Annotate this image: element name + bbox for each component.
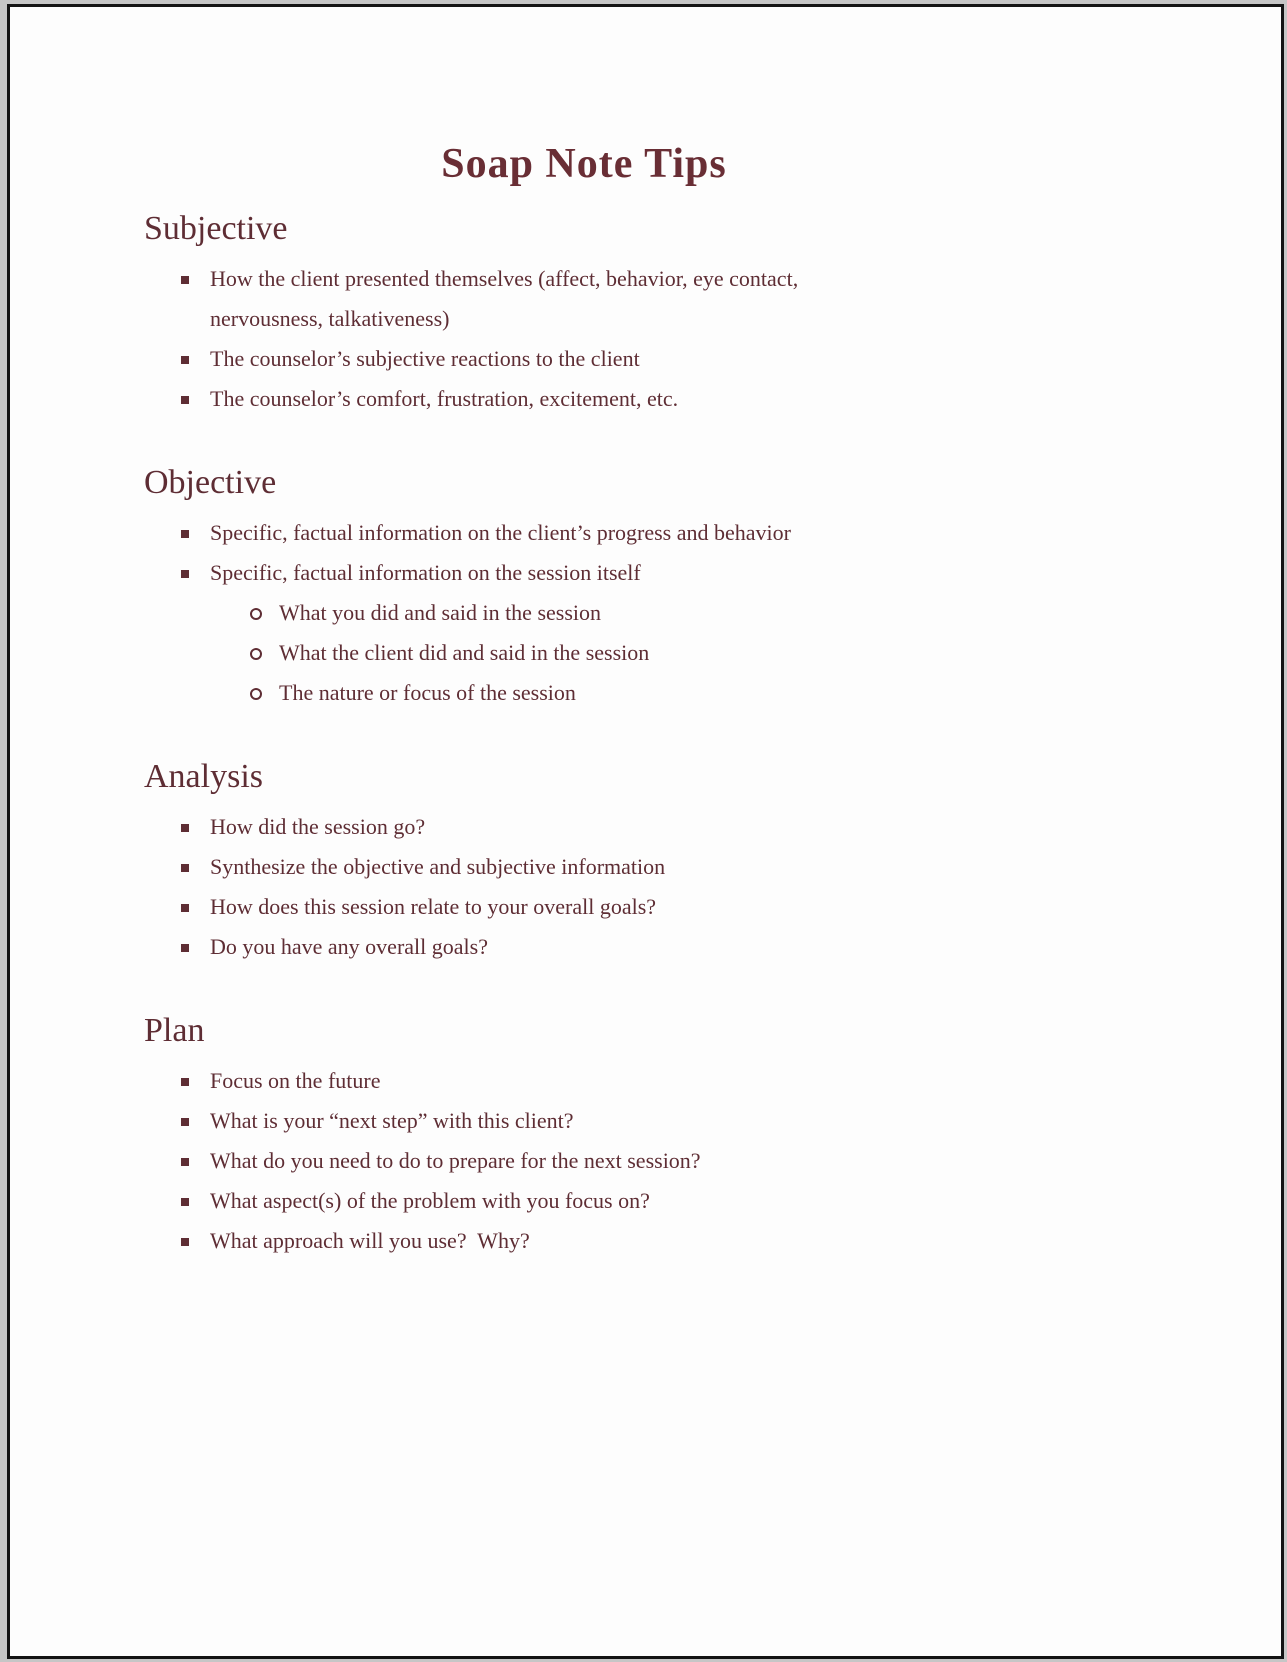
list-item-text: What do you need to do to prepare for the next session? [210,1148,701,1173]
section-heading-objective: Objective [144,464,277,501]
square-bullet-icon [181,396,189,404]
list-item [144,673,1024,713]
list-item-text: Specific, factual information on the session itself [210,560,641,585]
list-item [144,553,1024,593]
square-bullet-icon [181,1078,189,1086]
subjective-list [144,259,1024,419]
list-item-text: What is your “next step” with this client? [210,1108,574,1133]
analysis-list [144,807,1024,967]
list-item [144,259,1024,339]
list-item-text: What approach will you use? Why? [210,1228,530,1253]
list-item-text: The counselor’s comfort, frustration, excitement, etc. [210,386,679,411]
list-item [144,593,1024,633]
square-bullet-icon [181,570,189,578]
section-heading-plan: Plan [144,1012,205,1049]
square-bullet-icon [181,904,189,912]
circle-bullet-icon [250,648,262,660]
section-analysis [144,755,1024,967]
square-bullet-icon [181,1158,189,1166]
list-item-text: The nature or focus of the session [279,680,576,705]
circle-bullet-icon [250,608,262,620]
square-bullet-icon [181,1118,189,1126]
list-item-text: What you did and said in the session [279,600,602,625]
list-item-text: How did the session go? [210,814,426,839]
square-bullet-icon [181,1238,189,1246]
objective-list [144,513,1024,713]
document-content [144,139,1024,1261]
square-bullet-icon [181,944,189,952]
plan-list [144,1061,1024,1261]
square-bullet-icon [181,356,189,364]
section-subjective [144,207,1024,419]
section-heading-subjective: Subjective [144,210,288,247]
list-item [144,633,1024,673]
page-title: Soap Note Tips [441,141,727,187]
list-item-text: Do you have any overall goals? [210,934,488,959]
list-item-text: Synthesize the objective and subjective information [210,854,666,879]
square-bullet-icon [181,1198,189,1206]
circle-bullet-icon [250,688,262,700]
list-item [144,1101,1024,1141]
square-bullet-icon [181,864,189,872]
list-item [144,339,1024,379]
list-item-text: Focus on the future [210,1068,381,1093]
list-item [144,1141,1024,1181]
list-item-text: What aspect(s) of the problem with you focus on? [210,1188,650,1213]
list-item [144,1221,1024,1261]
list-item-text: How the client presented themselves (affect, behavior, eye contact, nervousness, talkativeness) [210,266,804,331]
list-item [144,513,1024,553]
list-item [144,379,1024,419]
square-bullet-icon [181,530,189,538]
list-item [144,927,1024,967]
list-item [144,887,1024,927]
list-item-text: How does this session relate to your overall goals? [210,894,657,919]
list-item-text: What the client did and said in the session [279,640,650,665]
list-item [144,1061,1024,1101]
list-item-text: The counselor’s subjective reactions to the client [210,346,640,371]
list-item [144,847,1024,887]
list-item [144,807,1024,847]
section-objective [144,461,1024,713]
list-item [144,1181,1024,1221]
document-page [7,4,1284,1659]
list-item-text: Specific, factual information on the client’s progress and behavior [210,520,791,545]
section-heading-analysis: Analysis [144,758,263,795]
square-bullet-icon [181,276,189,284]
section-plan [144,1009,1024,1261]
square-bullet-icon [181,824,189,832]
